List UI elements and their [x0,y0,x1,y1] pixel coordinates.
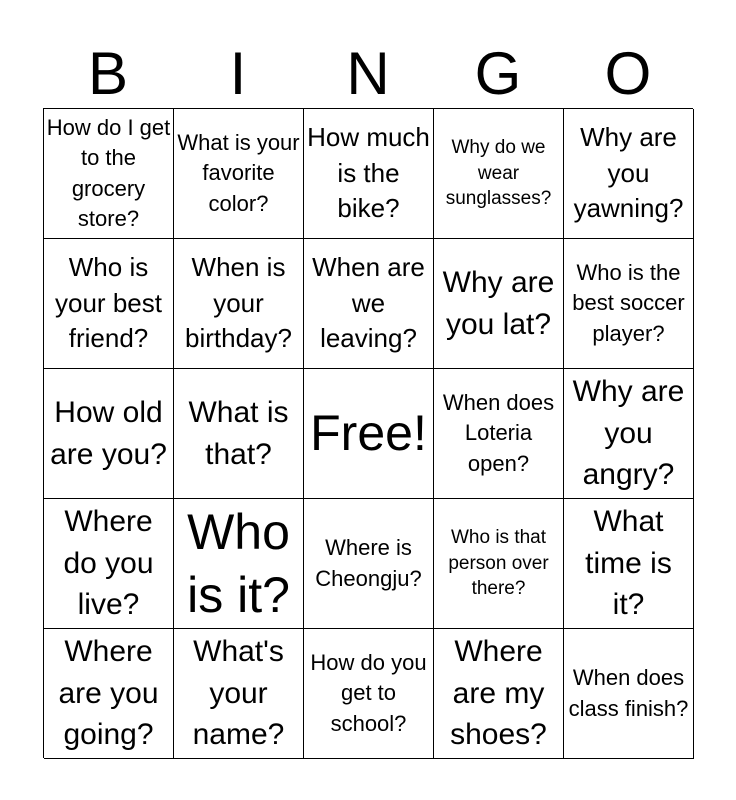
cell-text: Where is Cheongju? [315,535,422,591]
cell-text: Who is your best friend? [55,251,162,354]
cell-text: When are we leaving? [312,251,425,354]
bingo-cell[interactable] [304,629,434,759]
bingo-header [43,40,693,108]
cell-text: How do you get to school? [310,649,427,736]
cell-text: How old are you? [50,396,167,471]
bingo-cell[interactable] [434,629,564,759]
header-letter-b: B [87,40,129,107]
header-letter-n: N [346,40,390,107]
bingo-cell[interactable] [44,239,174,369]
bingo-cell[interactable] [564,629,694,759]
cell-text: What time is it? [585,505,672,622]
free-cell-text: Free! [310,405,427,462]
header-letter-i: I [229,40,247,107]
bingo-cell[interactable] [174,109,304,239]
cell-text: What's your name? [192,635,285,752]
cell-text: Who is that person over there? [448,527,549,600]
bingo-cell[interactable] [434,109,564,239]
bingo-cell[interactable] [44,629,174,759]
bingo-cell[interactable] [304,239,434,369]
cell-text: Where do you live? [63,505,154,622]
bingo-cell[interactable] [174,239,304,369]
bingo-cell[interactable] [44,369,174,499]
bingo-cell[interactable] [564,239,694,369]
header-letter-g: G [474,40,522,107]
cell-text: Where are my shoes? [450,635,547,752]
cell-text: How do I get to the grocery store? [46,114,171,231]
cell-text: What is your favorite color? [177,129,300,216]
bingo-cell[interactable] [434,499,564,629]
cell-text: Who is the best soccer player? [572,259,685,346]
bingo-cell[interactable] [174,369,304,499]
cell-text: Why do we wear sunglasses? [445,137,552,210]
bingo-cell[interactable] [304,499,434,629]
bingo-cell[interactable] [564,499,694,629]
bingo-board [43,108,693,758]
bingo-cell[interactable] [564,109,694,239]
cell-text: Why are you yawning? [573,121,684,224]
cell-text: Why are you lat? [442,266,555,341]
bingo-cell[interactable] [434,239,564,369]
bingo-cell[interactable] [304,109,434,239]
cell-text: When does Loteria open? [442,389,555,476]
bingo-cell[interactable] [174,499,304,629]
free-cell[interactable] [304,369,434,499]
bingo-cell[interactable] [434,369,564,499]
cell-text: When is your birthday? [185,251,292,354]
cell-text: When does class finish? [568,665,689,721]
cell-text: Who is it? [187,504,290,623]
cell-text: Where are you going? [58,635,159,752]
bingo-cell[interactable] [564,369,694,499]
bingo-cell[interactable] [44,499,174,629]
header-letter-o: O [604,40,652,107]
bingo-cell[interactable] [174,629,304,759]
cell-text: Why are you angry? [572,375,685,492]
cell-text: What is that? [188,396,289,471]
cell-text: How much is the bike? [307,121,430,224]
bingo-cell[interactable] [44,109,174,239]
